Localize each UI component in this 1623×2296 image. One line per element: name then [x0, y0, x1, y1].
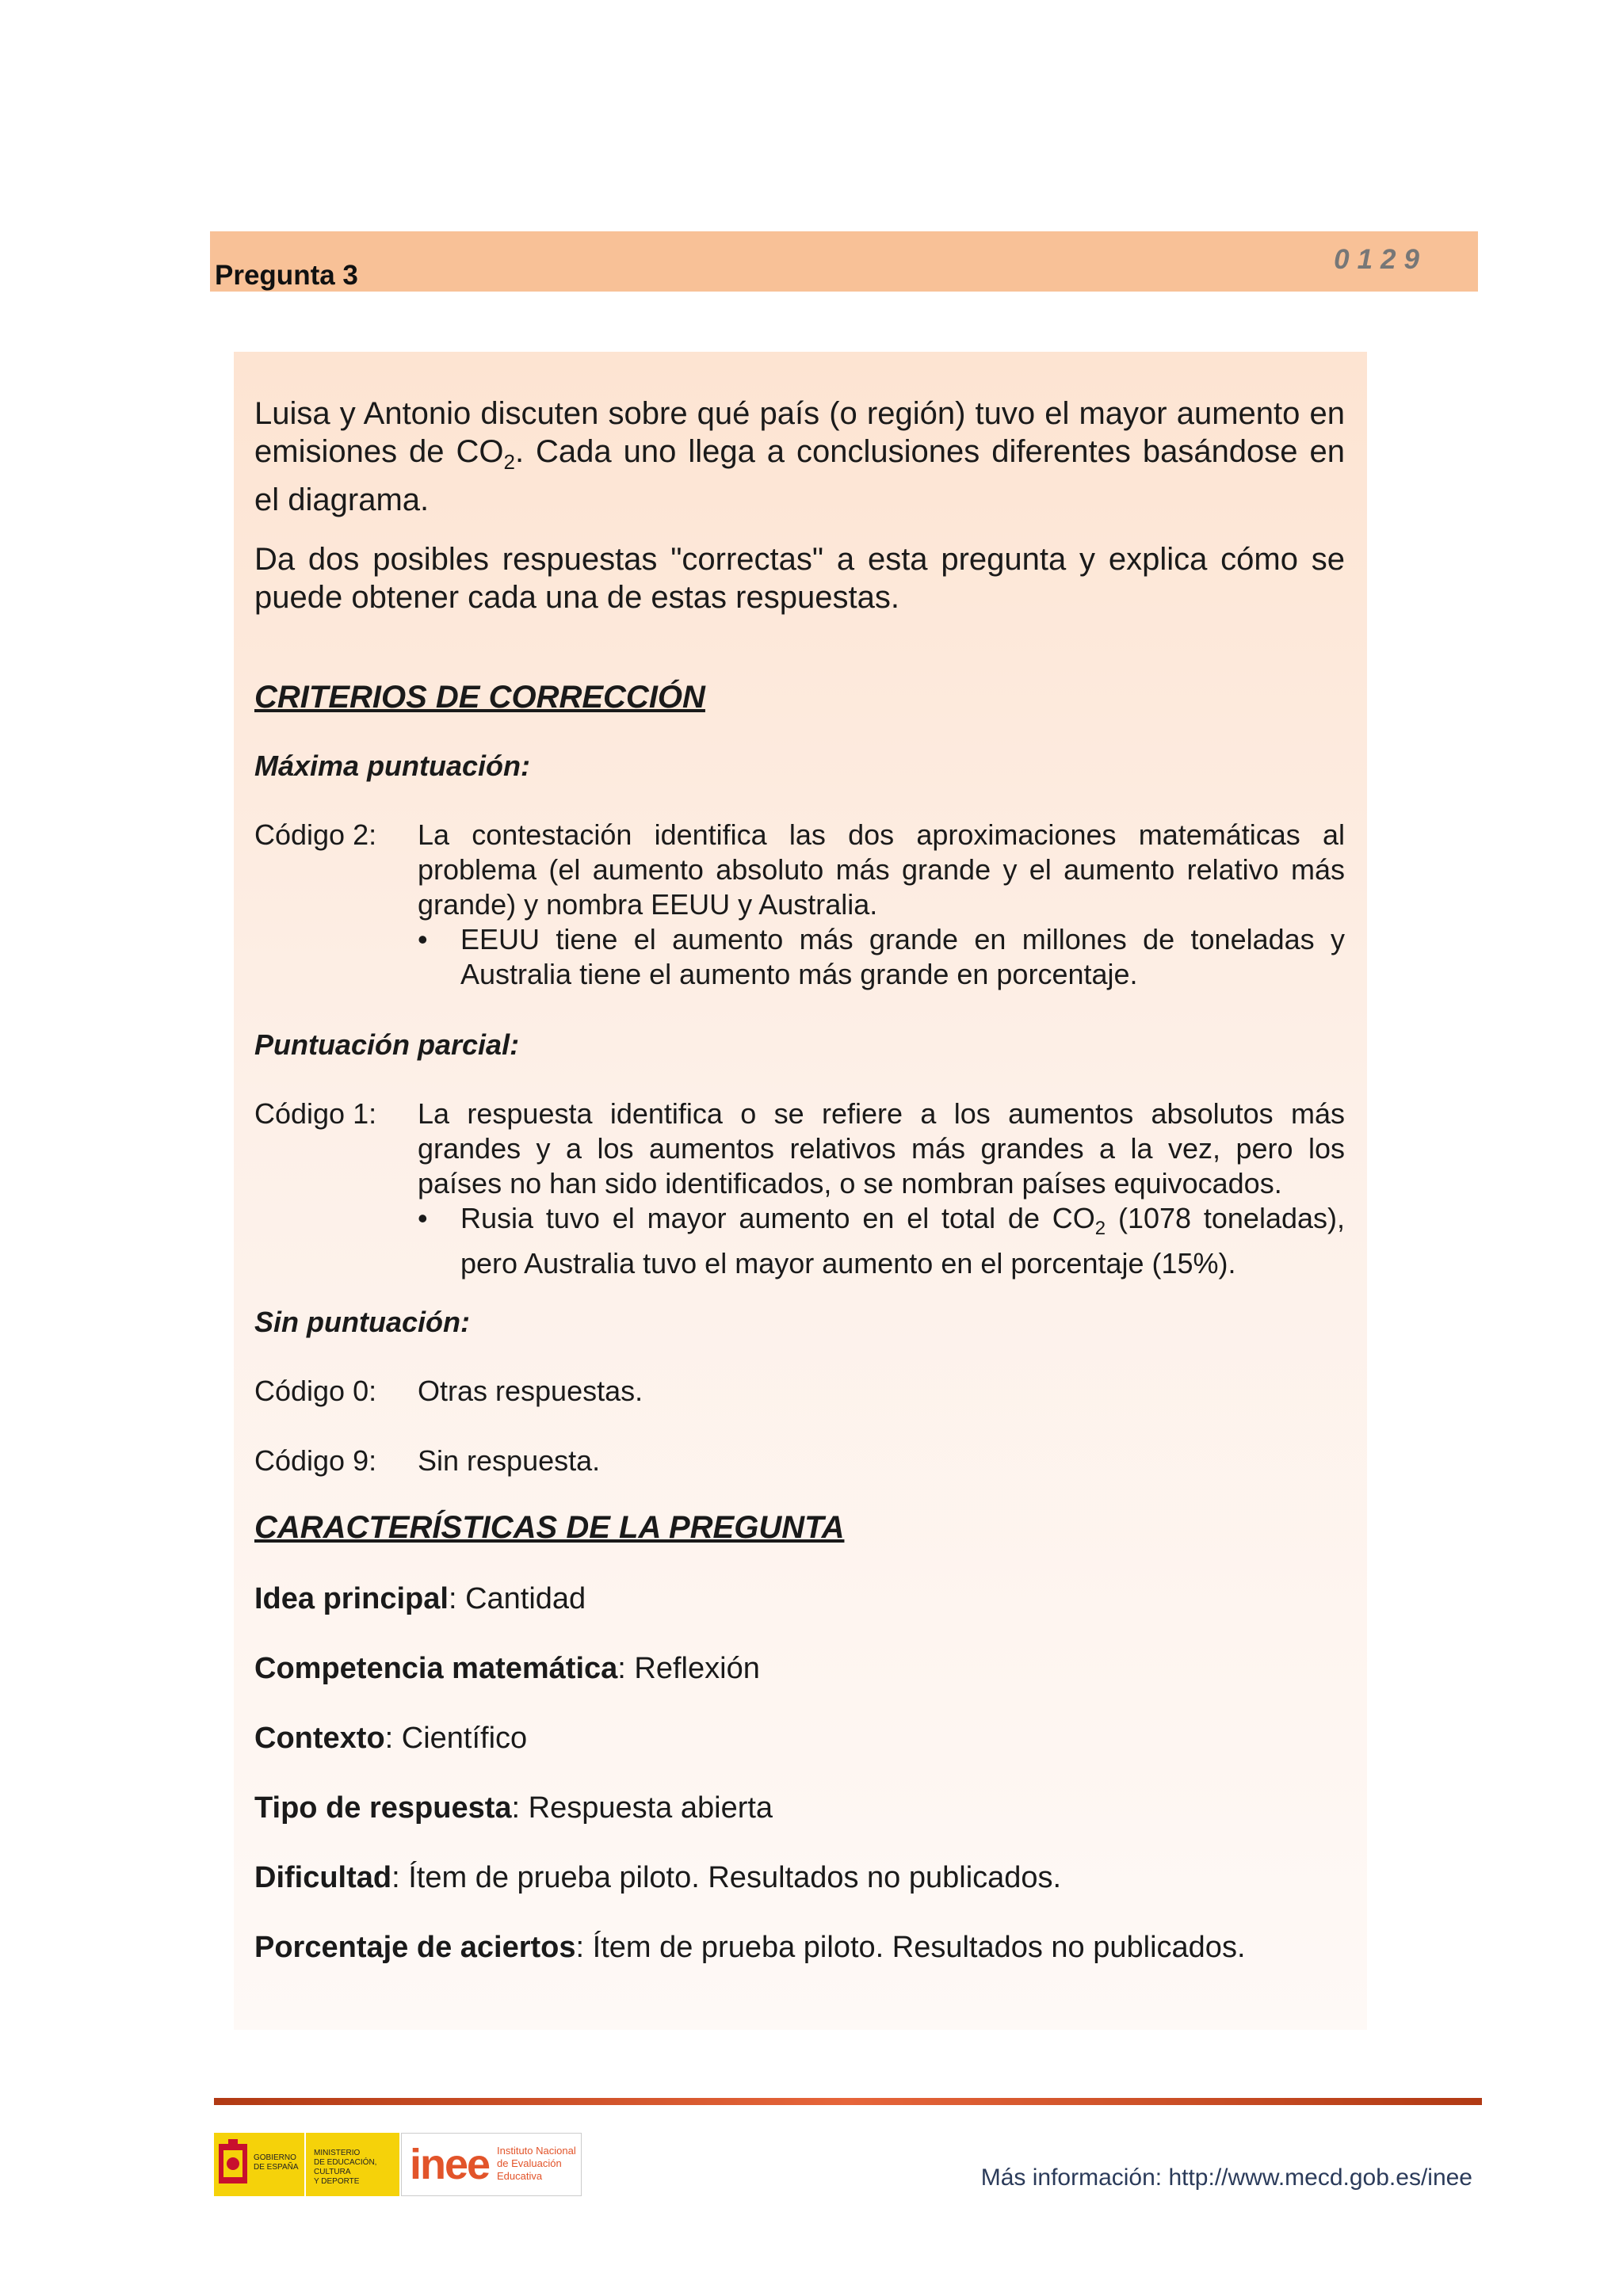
characteristic-row: [254, 1930, 1246, 1965]
question-text-part: . Cada uno llega a conclusiones diferentes basándose en el diagrama.: [254, 434, 1346, 517]
code-2-label: Código 2:: [254, 818, 377, 851]
code-2-text: La contestación identifica las dos aproximaciones matemáticas al problema (el aumento absoluto más grande y el aumento relativo más grande) y nombra EEUU y Australia.: [418, 818, 1345, 921]
bullet-text-part: (1078 toneladas), pero Australia tuvo el mayor aumento en el porcentaje (15%).: [460, 1202, 1345, 1280]
characteristic-value: : Científico: [384, 1722, 528, 1755]
government-text-line: DE ESPAÑA: [254, 2163, 299, 2172]
characteristic-row: [254, 1860, 1061, 1895]
ministry-text-line: DE EDUCACIÓN, CULTURA: [314, 2158, 377, 2176]
inee-name-line: de Evaluación: [497, 2157, 562, 2169]
characteristic-row: [254, 1721, 527, 1756]
question-header-bar: [210, 231, 1478, 292]
criteria-heading: CRITERIOS DE CORRECCIÓN: [254, 680, 705, 715]
inee-logo-text: inee: [410, 2141, 490, 2188]
ministry-logo: [306, 2133, 399, 2196]
code-0-text: Otras respuestas.: [418, 1375, 643, 1407]
characteristics-heading: CARACTERÍSTICAS DE LA PREGUNTA: [254, 1510, 845, 1545]
subscript-text: 2: [503, 450, 515, 474]
content-panel: [234, 352, 1367, 2030]
characteristic-label: Competencia matemática: [254, 1652, 618, 1685]
characteristic-label: Tipo de respuesta: [254, 1791, 512, 1825]
characteristic-row: [254, 1581, 586, 1616]
characteristic-row: [254, 1651, 760, 1686]
question-code: 0129: [1334, 244, 1427, 275]
bullet-text-part: Rusia tuvo el mayor aumento en el total de CO: [460, 1202, 1095, 1234]
code-1-bullet-text: [460, 1201, 1345, 1281]
government-text-line: GOBIERNO: [254, 2153, 296, 2162]
characteristic-label: Dificultad: [254, 1861, 392, 1894]
partial-score-heading: Puntuación parcial:: [254, 1028, 520, 1061]
inee-name-line: Instituto Nacional: [497, 2145, 576, 2157]
code-9-label: Código 9:: [254, 1444, 377, 1477]
code-1-label: Código 1:: [254, 1097, 377, 1130]
more-info-link[interactable]: Más información: http://www.mecd.gob.es/inee: [980, 2164, 1472, 2191]
question-title: Pregunta 3: [215, 260, 358, 291]
characteristic-value: : Respuesta abierta: [511, 1791, 773, 1825]
code-0-label: Código 0:: [254, 1375, 377, 1407]
bullet-icon: •: [418, 923, 428, 955]
characteristic-row: [254, 1791, 773, 1825]
characteristic-label: Contexto: [254, 1722, 385, 1755]
characteristic-value: : Ítem de prueba piloto. Resultados no publicados.: [575, 1931, 1246, 1964]
inee-name-line: Educativa: [497, 2170, 543, 2182]
question-paragraph-1: [254, 395, 1345, 519]
code-1-text: La respuesta identifica o se refiere a los aumentos absolutos más grandes y a los aumentos relativos más grandes a la vez, pero los países no han sido identificados, o se nombran países equivocados.: [418, 1097, 1345, 1199]
subscript-text: 2: [1094, 1218, 1106, 1240]
bullet-icon: •: [418, 1202, 428, 1234]
characteristic-value: : Reflexión: [617, 1652, 760, 1685]
characteristic-label: Idea principal: [254, 1582, 449, 1615]
characteristic-value: : Ítem de prueba piloto. Resultados no publicados.: [391, 1861, 1062, 1894]
footer-divider: [214, 2098, 1482, 2105]
ministry-text-line: MINISTERIO: [314, 2149, 361, 2157]
characteristic-value: : Cantidad: [448, 1582, 586, 1615]
characteristic-label: Porcentaje de aciertos: [254, 1931, 576, 1964]
question-paragraph-2: Da dos posibles respuestas "correctas" a esta pregunta y explica cómo se puede obtener cada una de estas respuestas.: [254, 542, 1345, 615]
question-text-part: Luisa y Antonio discuten sobre qué país (o región) tuvo el mayor aumento en emisiones de CO: [254, 396, 1345, 469]
inee-logo: [401, 2133, 582, 2196]
no-score-heading: Sin puntuación:: [254, 1306, 470, 1338]
ministry-text-line: Y DEPORTE: [314, 2177, 360, 2186]
code-9-text: Sin respuesta.: [418, 1444, 601, 1477]
government-logo: [214, 2133, 304, 2196]
code-2-bullet-text: EEUU tiene el aumento más grande en millones de toneladas y Australia tiene el aumento más grande en porcentaje.: [460, 923, 1345, 990]
max-score-heading: Máxima puntuación:: [254, 749, 531, 782]
